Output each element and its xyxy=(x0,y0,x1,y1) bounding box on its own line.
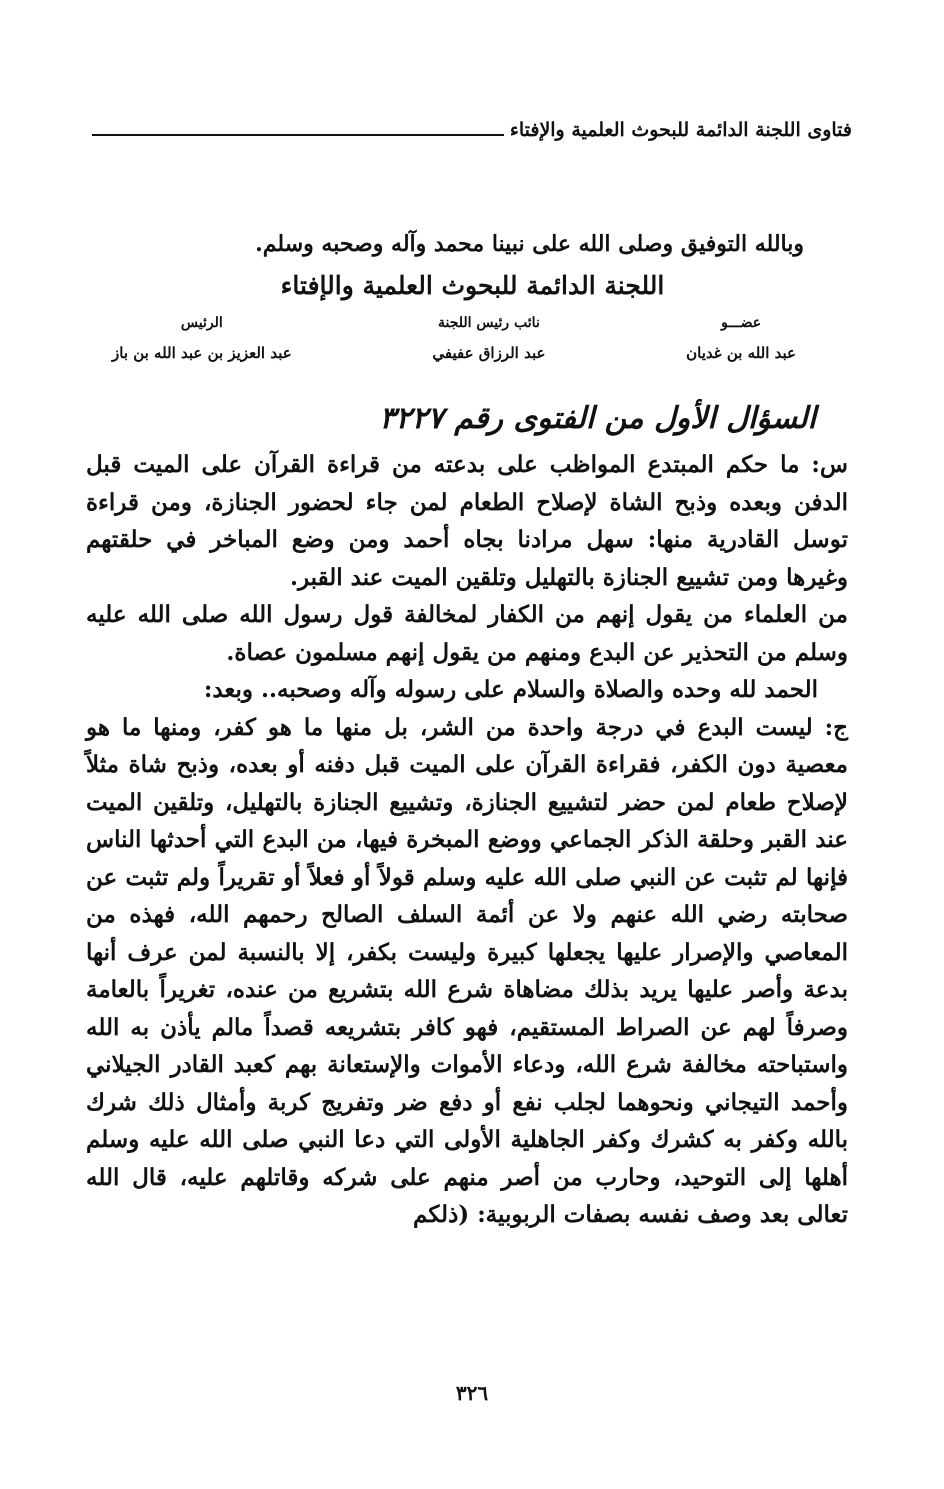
signatories xyxy=(112,312,796,366)
signatory-role: عضـــو xyxy=(721,315,762,331)
signatory-name: عبد العزيز بن عبد الله بن باز xyxy=(112,344,292,362)
signatory-role: الرئيس xyxy=(180,315,223,331)
answer-intro: الحمد لله وحده والصلاة والسلام على رسوله وآله وصحبه.. وبعد: xyxy=(203,676,818,703)
body-text xyxy=(86,446,848,1234)
signatory-deputy xyxy=(432,312,545,366)
answer-paragraph: ج: ليست البدع في درجة واحدة من الشر، بل منها ما هو كفر، ومنها ما هو معصية دون الكفر، فقراءة القرآن على الميت قبل دفنه أو بعده، وذبح شاة مثلاً لإصلاح طعام لمن حضر لتشييع الجنازة، وتشييع الجنازة بالتهليل، وتلقين الميت عند القبر وحلقة الذكر الجماعي ووضع المبخرة فيها، من البدع التي أحدثها الناس فإنها لم تثبت عن النبي صلى الله عليه وسلم قولاً أو فعلاً أو تقريراً ولم تثبت عن صحابته رضي الله عنهم ولا عن أئمة السلف الصالح رحمهم الله، فهذه من المعاصي والإصرار عليها يجعلها كبيرة وليست بكفر، إلا بالنسبة لمن عرف أنها بدعة وأصر عليها يريد بذلك مضاهاة شرع الله بتشريع من عنده، تغريراً بالعامة وصرفاً لهم عن الصراط المستقيم، فهو كافر بتشريعه قصداً مالم يأذن به الله واستباحته مخالفة شرع الله، ودعاء الأموات والإستعانة بهم كعبد القادر الجيلاني وأحمد التيجاني ونحوهما لجلب نفع أو دفع ضر وتفريج كربة وأمثال ذلك شرك بالله وكفر به كشرك وكفر الجاهلية الأولى التي دعا النبي صلى الله عليه وسلم أهلها إلى التوحيد، وحارب من أصر منهم على شركه وقاتلهم عليه، قال الله تعالى بعد وصف نفسه بصفات الربوبية: (ذلكم xyxy=(86,713,848,1228)
running-header xyxy=(92,112,852,142)
signatory-name: عبد الرزاق عفيفي xyxy=(432,344,546,362)
section-heading: السؤال الأول من الفتوى رقم ٣٢٢٧ xyxy=(379,401,816,436)
running-header-title: فتاوى اللجنة الدائمة للبحوث العلمية والإفتاء xyxy=(509,119,852,141)
question-paragraph: س: ما حكم المبتدع المواظب على بدعته من قراءة القرآن على الميت قبل الدفن وبعده وذبح الشاة لإصلاح الطعام لمن جاء لحضور الجنازة، ومن قراءة توسل القادرية منها: سهل مرادنا بجاه أحمد ومن وضع المباخر في حلقتهم وغيرها ومن تشييع الجنازة بالتهليل وتلقين الميت عند القبر. xyxy=(86,451,848,591)
closing-line: وبالله التوفيق وصلى الله على نبينا محمد وآله وصحبه وسلم. xyxy=(255,231,804,257)
page-number: ٣٢٦ xyxy=(455,1381,489,1405)
signatory-member xyxy=(686,312,796,366)
signatory-role: نائب رئيس اللجنة xyxy=(438,315,540,331)
signatory-president xyxy=(112,312,292,366)
question-continued-paragraph: من العلماء من يقول إنهم من الكفار لمخالفة قول رسول الله صلى الله عليه وسلم من التحذير عن البدع ومنهم من يقول إنهم مسلمون عصاة. xyxy=(86,601,848,666)
signatory-name: عبد الله بن غديان xyxy=(686,344,796,362)
committee-name: اللجنة الدائمة للبحوث العلمية والإفتاء xyxy=(280,271,665,300)
header-rule xyxy=(92,134,504,136)
